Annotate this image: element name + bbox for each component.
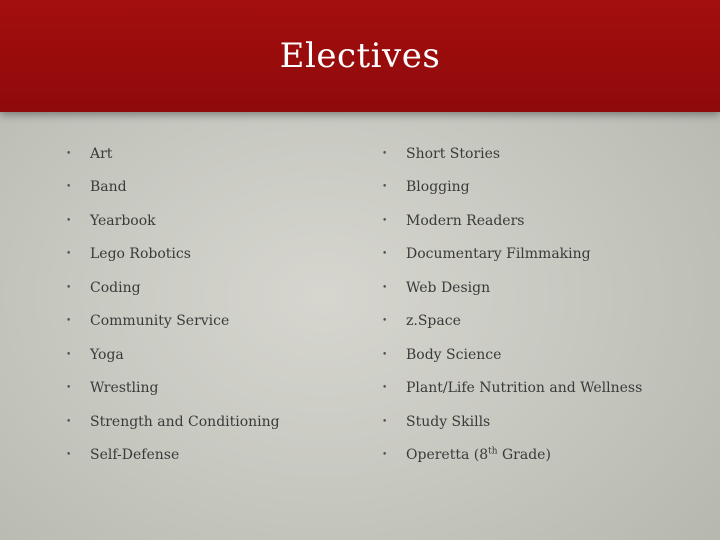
item-label: Coding — [90, 279, 141, 296]
bullet-icon: • — [66, 383, 72, 394]
item-label-operetta — [406, 447, 551, 463]
list-item — [382, 238, 712, 272]
bullet-icon: • — [382, 148, 388, 159]
list-item — [382, 271, 712, 305]
item-label: Short Stories — [406, 145, 501, 162]
title-bar — [0, 0, 720, 112]
ordinal-superscript: th — [488, 446, 498, 457]
bullet-icon: • — [382, 215, 388, 226]
list-item — [66, 338, 366, 372]
bullet-icon: • — [66, 316, 72, 327]
list-item — [382, 338, 712, 372]
bullet-icon: • — [66, 182, 72, 193]
electives-list-right — [382, 137, 712, 472]
list-item — [66, 137, 366, 171]
item-label: Band — [90, 179, 127, 196]
bullet-icon: • — [66, 416, 72, 427]
list-item — [382, 204, 712, 238]
operetta-text-start: Operetta (8 — [406, 447, 489, 464]
bullet-icon: • — [66, 148, 72, 159]
item-label: Self-Defense — [90, 447, 180, 464]
list-item — [382, 171, 712, 205]
bullet-icon: • — [382, 450, 388, 461]
list-item — [382, 372, 712, 406]
item-label: z.Space — [406, 313, 461, 330]
bullet-icon: • — [382, 383, 388, 394]
list-item — [66, 238, 366, 272]
list-item — [66, 271, 366, 305]
bullet-icon: • — [382, 249, 388, 260]
bullet-icon: • — [382, 182, 388, 193]
item-label: Yoga — [90, 346, 124, 363]
bullet-icon: • — [66, 349, 72, 360]
list-item — [382, 405, 712, 439]
bullet-icon: • — [66, 282, 72, 293]
list-item — [66, 171, 366, 205]
bullet-icon: • — [66, 215, 72, 226]
bullet-icon: • — [382, 282, 388, 293]
list-item — [382, 137, 712, 171]
item-label: Plant/Life Nutrition and Wellness — [406, 380, 643, 397]
item-label: Yearbook — [90, 212, 156, 229]
list-item — [66, 405, 366, 439]
operetta-text-end: Grade) — [497, 447, 551, 464]
item-label: Art — [90, 145, 113, 162]
item-label: Strength and Conditioning — [90, 413, 280, 430]
bullet-icon: • — [66, 450, 72, 461]
bullet-icon: • — [382, 316, 388, 327]
slide-title: Electives — [279, 36, 441, 76]
list-item — [66, 439, 366, 473]
item-label: Blogging — [406, 179, 470, 196]
item-label: Web Design — [406, 279, 491, 296]
list-item — [382, 439, 712, 473]
item-label: Lego Robotics — [90, 246, 191, 263]
list-item — [382, 305, 712, 339]
list-item — [66, 305, 366, 339]
item-label: Documentary Filmmaking — [406, 246, 591, 263]
item-label: Wrestling — [90, 380, 159, 397]
item-label: Modern Readers — [406, 212, 525, 229]
item-label: Study Skills — [406, 413, 491, 430]
item-label: Body Science — [406, 346, 502, 363]
bullet-icon: • — [382, 349, 388, 360]
bullet-icon: • — [66, 249, 72, 260]
item-label: Community Service — [90, 313, 230, 330]
list-item — [66, 204, 366, 238]
bullet-icon: • — [382, 416, 388, 427]
electives-list-left — [66, 137, 366, 472]
list-item — [66, 372, 366, 406]
